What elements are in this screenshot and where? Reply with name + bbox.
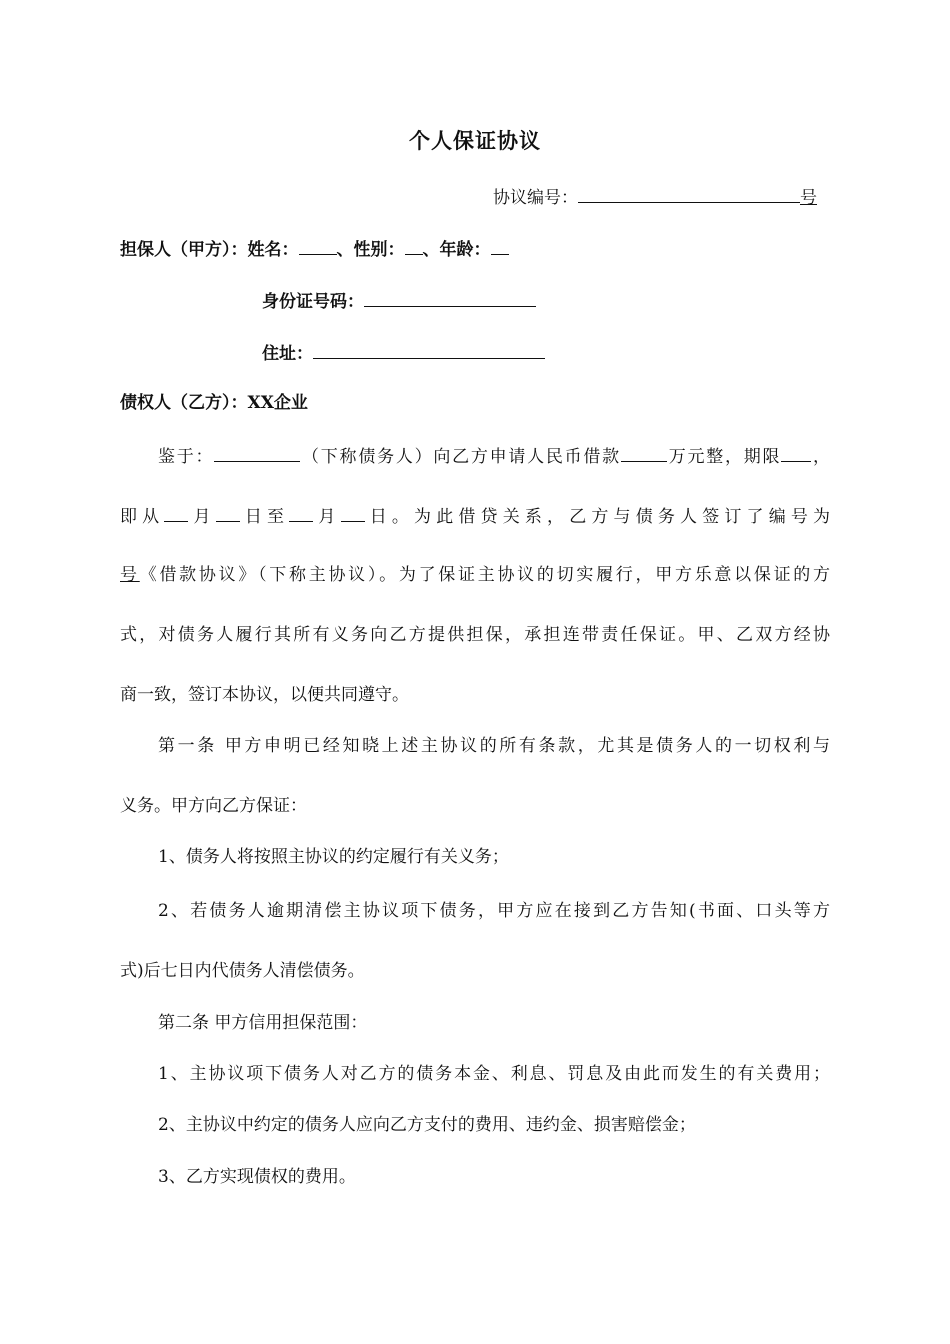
- guarantor-id-line: [262, 288, 536, 313]
- start-month-blank: [164, 503, 188, 522]
- agreement-number-suffix: 号: [800, 188, 817, 208]
- article2-item-2: 2、主协议中约定的债务人应向乙方支付的费用、违约金、损害赔偿金；: [158, 1115, 696, 1135]
- agreement-number-blank: [578, 184, 800, 203]
- guarantor-name-label: 姓名：: [247, 240, 299, 260]
- end-day-blank: [341, 503, 365, 522]
- guarantor-address-label: 住址：: [262, 344, 313, 364]
- term-blank: [781, 443, 811, 462]
- creditor-label: 债权人（乙方）：: [120, 393, 248, 413]
- article2-heading: 第二条 甲方信用担保范围：: [158, 1013, 368, 1033]
- preamble-text: 日。为此借贷关系，乙方与债务人签订了编号为: [364, 507, 831, 527]
- guarantor-party-label: 担保人（甲方）：: [120, 240, 248, 260]
- guarantor-gender-label: 、性别：: [336, 240, 405, 260]
- article1-line-1: 第一条 甲方申明已经知晓上述主协议的所有条款，尤其是债务人的一切权利与: [158, 736, 830, 756]
- guarantor-id-blank: [364, 288, 536, 307]
- guarantor-age-blank: [491, 236, 509, 255]
- end-month-blank: [289, 503, 313, 522]
- guarantor-gender-blank: [405, 236, 423, 255]
- preamble-line-1: [158, 443, 830, 468]
- guarantor-address-blank: [313, 340, 545, 359]
- article2-item-3: 3、乙方实现债权的费用。: [158, 1167, 356, 1187]
- article1-item-1: 1、债务人将按照主协议的约定履行有关义务；: [158, 847, 509, 867]
- preamble-line-4: 式，对债务人履行其所有义务向乙方提供担保，承担连带责任保证。甲、乙双方经协: [120, 625, 830, 645]
- preamble-text: 《借款协议》（下称主协议）。为了保证主协议的切实履行，甲方乐意以保证的方: [139, 565, 831, 585]
- agreement-number-line: [493, 184, 817, 209]
- preamble-text: 日至: [239, 507, 290, 527]
- guarantor-id-label: 身份证号码：: [262, 292, 364, 312]
- contract-number-suffix: 号: [120, 565, 140, 585]
- creditor-line: [120, 392, 308, 414]
- guarantor-age-label: 、年龄：: [422, 240, 491, 260]
- guarantor-line: [120, 236, 509, 261]
- guarantor-name-blank: [299, 236, 337, 255]
- preamble-line-5: 商一致，签订本协议，以便共同遵守。: [120, 685, 409, 705]
- preamble-text: 即从: [120, 507, 165, 527]
- preamble-text: 月: [313, 507, 341, 527]
- article1-item-2-line-1: 2、若债务人逾期清偿主协议项下债务，甲方应在接到乙方告知(书面、口头等方: [158, 901, 830, 921]
- article1-item-2-line-2: 式)后七日内代债务人清偿债务。: [120, 961, 365, 981]
- preamble-text: 鉴于：: [158, 447, 215, 467]
- article2-item-1: 1、主协议项下债务人对乙方的债务本金、利息、罚息及由此而发生的有关费用；: [158, 1064, 830, 1084]
- preamble-text: ，: [811, 447, 831, 467]
- preamble-text: 万元整，期限: [666, 447, 782, 467]
- preamble-text: （下称债务人）向乙方申请人民币借款: [300, 447, 621, 467]
- loan-amount-blank: [621, 443, 667, 462]
- preamble-line-2: [120, 503, 830, 528]
- article1-line-2: 义务。甲方向乙方保证：: [120, 796, 307, 816]
- agreement-number-label: 协议编号：: [493, 188, 578, 208]
- debtor-blank: [214, 443, 300, 462]
- preamble-line-3: [120, 564, 830, 586]
- guarantor-address-line: [262, 340, 545, 365]
- creditor-value: XX企业: [247, 393, 308, 413]
- start-day-blank: [216, 503, 240, 522]
- page-title: 个人保证协议: [409, 128, 541, 153]
- preamble-text: 月: [188, 507, 216, 527]
